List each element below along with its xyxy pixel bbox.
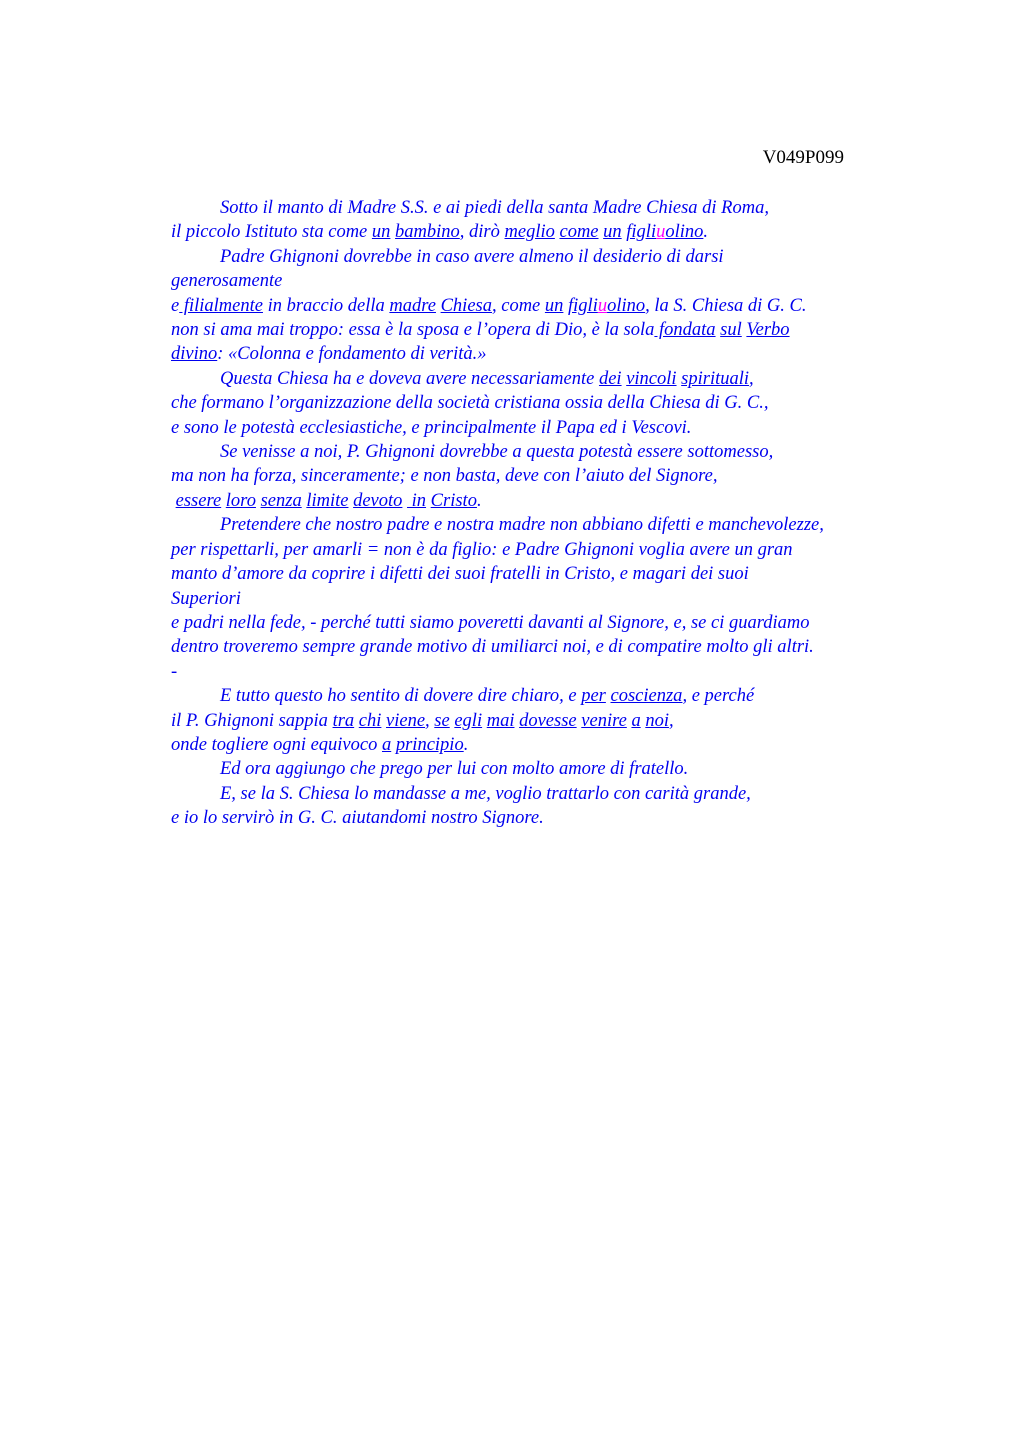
- text-segment: ,: [425, 710, 435, 731]
- text-segment: , dirò: [459, 222, 505, 243]
- text-segment: Superiori: [171, 588, 241, 609]
- text-line: [171, 513, 911, 537]
- underlined-text: egli: [454, 710, 483, 731]
- text-segment: , e perché: [682, 686, 755, 707]
- text-segment: in braccio della: [262, 295, 390, 316]
- underlined-text: dovesse: [519, 710, 577, 731]
- text-segment: , la S. Chiesa di G. C.: [645, 295, 807, 316]
- text-segment: ,: [749, 368, 754, 389]
- underlined-text: a: [631, 710, 641, 731]
- underlined-text: bambino: [395, 222, 460, 243]
- text-line: [171, 660, 911, 684]
- text-line: [171, 709, 911, 733]
- text-line: [171, 806, 911, 830]
- page-code: V049P099: [762, 147, 844, 168]
- underlined-text: figli: [568, 295, 598, 316]
- text-segment: .: [703, 222, 708, 243]
- text-line: [171, 318, 911, 342]
- text-segment: ma non ha forza, sinceramente; e non basta, deve con l’aiuto del Signore,: [171, 466, 718, 487]
- text-segment: E, se la S. Chiesa lo mandasse a me, voglio trattarlo con carità grande,: [220, 783, 751, 804]
- letter-body: [171, 196, 911, 831]
- text-segment: e io lo servirò in G. C. aiutandomi nostro Signore.: [171, 808, 544, 829]
- underlined-text: figli: [626, 222, 657, 243]
- text-line: [171, 464, 911, 488]
- text-segment: dentro troveremo sempre grande motivo di umiliarci noi, e di compatire molto gli altri.: [171, 637, 814, 658]
- text-segment: Sotto il manto di Madre S.S. e ai piedi della santa Madre Chiesa di Roma,: [220, 198, 769, 218]
- underlined-text: un: [603, 222, 622, 243]
- text-line: [171, 416, 911, 440]
- underlined-text: dei: [598, 368, 622, 389]
- text-line: [171, 757, 911, 781]
- text-line: [171, 220, 911, 244]
- text-segment: : «Colonna e fondamento di verità.»: [217, 344, 487, 365]
- underlined-text: limite: [306, 490, 349, 511]
- text-segment: il P. Ghignoni sappia: [171, 710, 333, 731]
- text-segment: Ed ora aggiungo che prego per lui con molto amore di fratello.: [220, 759, 689, 780]
- text-segment: Padre Ghignoni dovrebbe in caso avere almeno il desiderio di darsi: [220, 246, 724, 267]
- text-segment: onde togliere ogni equivoco: [171, 734, 382, 755]
- underlined-text: un: [371, 222, 391, 243]
- text-line: [171, 245, 911, 269]
- underlined-text: un: [544, 295, 564, 316]
- underlined-text: a: [381, 734, 392, 755]
- text-line: [171, 538, 911, 562]
- text-line: [171, 489, 911, 513]
- underlined-text: noi: [645, 710, 669, 731]
- underlined-text: tra: [332, 710, 355, 731]
- underlined-text: essere: [175, 490, 222, 511]
- text-segment: per rispettarli, per amarli = non è da figlio: e Padre Ghignoni voglia avere un gran: [171, 539, 793, 560]
- underlined-text: devoto: [353, 490, 403, 511]
- underlined-text: Chiesa: [440, 295, 492, 316]
- text-line: [171, 635, 911, 659]
- text-line: [171, 611, 911, 635]
- underlined-text: mai: [486, 710, 515, 731]
- underlined-text: coscienza: [610, 686, 683, 707]
- text-line: [171, 733, 911, 757]
- underlined-text: vincoli: [626, 368, 677, 389]
- text-segment: e sono le potestà ecclesiastiche, e principalmente il Papa ed i Vescovi.: [171, 417, 692, 438]
- underlined-text: spirituali: [681, 368, 750, 389]
- underlined-text: madre: [389, 295, 436, 316]
- text-segment: , come: [491, 295, 545, 316]
- text-segment: non si ama mai troppo: essa è la sposa e l’opera di Dio, è la sola: [171, 320, 655, 341]
- text-segment: e padri nella fede, - perché tutti siamo poveretti davanti al Signore, e, se ci guardiamo: [171, 612, 810, 633]
- underlined-text: come: [559, 222, 599, 243]
- text-segment: Pretendere che nostro padre e nostra madre non abbiano difetti e manchevolezze,: [220, 515, 824, 536]
- underlined-text: viene: [386, 710, 426, 731]
- text-line: [171, 440, 911, 464]
- underlined-text: Cristo: [430, 490, 477, 511]
- text-segment: .: [463, 734, 469, 755]
- underlined-text: fondata: [654, 320, 716, 341]
- underlined-text: Verbo: [746, 320, 790, 341]
- text-line: [171, 684, 911, 708]
- underlined-text: olino: [665, 222, 704, 243]
- underlined-text: in: [407, 490, 427, 511]
- underlined-text: loro: [225, 490, 256, 511]
- underlined-text: senza: [260, 490, 302, 511]
- text-segment: il piccolo Istituto sta come: [171, 222, 372, 243]
- text-line: [171, 391, 911, 415]
- underlined-text: per: [581, 686, 606, 707]
- underlined-text: sul: [720, 320, 742, 341]
- text-line: [171, 367, 911, 391]
- text-segment: e: [171, 295, 180, 316]
- text-segment: Questa Chiesa ha e doveva avere necessariamente: [220, 368, 599, 389]
- underlined-text: principio: [395, 734, 464, 755]
- underlined-text: chi: [358, 710, 382, 731]
- underlined-text: venire: [581, 710, 627, 731]
- highlighted-letter: u: [597, 295, 608, 316]
- text-segment: generosamente: [171, 271, 283, 292]
- text-line: [171, 269, 911, 293]
- underlined-text: se: [434, 710, 450, 731]
- text-line: [171, 562, 911, 586]
- text-segment: ,: [668, 710, 674, 731]
- text-segment: -: [171, 661, 178, 682]
- underlined-text: filialmente: [179, 295, 263, 316]
- text-segment: E tutto questo ho sentito di dovere dire chiaro, e: [220, 686, 582, 707]
- text-segment: manto d’amore da coprire i difetti dei suoi fratelli in Cristo, e magari dei suoi: [171, 564, 749, 585]
- text-segment: Se venisse a noi, P. Ghignoni dovrebbe a questa potestà essere sottomesso,: [220, 442, 774, 463]
- text-line: [171, 294, 911, 318]
- underlined-text: olino: [607, 295, 646, 316]
- text-line: [171, 196, 911, 220]
- text-segment: .: [476, 490, 482, 511]
- highlighted-letter: u: [656, 222, 666, 243]
- text-line: [171, 782, 911, 806]
- underlined-text: meglio: [504, 222, 555, 243]
- underlined-text: divino: [171, 344, 218, 365]
- text-segment: che formano l’organizzazione della società cristiana ossia della Chiesa di G. C.,: [171, 393, 769, 414]
- text-line: [171, 342, 911, 366]
- text-line: [171, 587, 911, 611]
